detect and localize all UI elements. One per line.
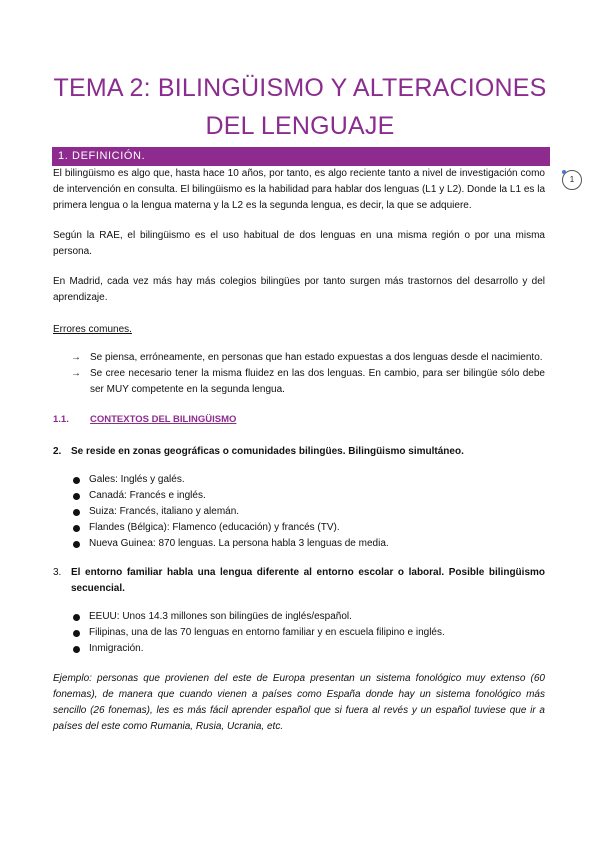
list-item [53,366,545,398]
document-title-line-1: TEMA 2: BILINGÜISMO Y ALTERACIONES [53,74,547,102]
subsection-heading [53,412,545,428]
list-item [53,504,545,520]
list-item [53,488,545,504]
context-2-heading [53,565,545,597]
arrow-icon: → [71,352,81,363]
arrow-icon: → [71,368,81,379]
bullet-icon [73,614,80,621]
context-1-heading [53,444,545,460]
context-1-list [53,472,545,552]
bullet-icon [73,541,80,548]
subsection-title: CONTEXTOS DEL BILINGÜISMO [90,414,237,425]
madrid-paragraph: En Madrid, cada vez más hay más colegios bilingües por tanto surgen más trastornos del desarrollo y del aprendizaje. [53,276,545,303]
context-2-number: 3. [53,567,62,578]
list-item-text: Gales: Inglés y galés. [89,474,185,485]
list-item [53,350,545,366]
context-1-number: 2. [53,446,62,457]
bullet-icon [73,477,80,484]
list-item-text: Suiza: Francés, italiano y alemán. [89,506,240,517]
list-item [53,520,545,536]
bullet-icon [73,509,80,516]
section-heading-definicion: 1. DEFINICIÓN. [52,147,550,166]
list-item-text: Nueva Guinea: 870 lenguas. La persona habla 3 lenguas de media. [89,538,389,549]
subsection-number: 1.1. [53,414,69,425]
context-2-list [53,609,545,657]
list-item-text: Canadá: Francés e inglés. [89,490,206,501]
rae-paragraph: Según la RAE, el bilingüismo es el uso habitual de dos lenguas en una misma región o por una misma persona. [53,230,545,257]
bullet-icon [73,525,80,532]
list-item [53,625,545,641]
error-text: Se piensa, erróneamente, en personas que han estado expuestas a dos lenguas desde el nacimiento. [90,352,543,363]
definition-paragraph: El bilingüismo es algo que, hasta hace 10 años, por tanto, es algo reciente tanto a nivel de investigación como de intervención en consulta. El bilingüismo es la habilidad para hablar dos lenguas (L1 y L2). Donde la L1 es la primera lengua o la lengua materna y la L2 es la segunda lengua, es decir, la que se adquiere. [53,168,545,211]
example-paragraph: Ejemplo: personas que provienen del este de Europa presentan un sistema fonológico muy extenso (60 fonemas), de manera que cuando vienen a países como España donde hay un sistema fonológico más sencillo (26 fonemas), les es más fácil aprender español que si fuera al revés y un español tuviese que ir a países del este como Rumania, Rusia, Ucrania, etc. [53,673,545,732]
list-item-text: EEUU: Unos 14.3 millones son bilingües de inglés/español. [89,611,352,622]
list-item [53,609,545,625]
list-item [53,536,545,552]
list-item-text: Inmigración. [89,643,144,654]
context-2-title: El entorno familiar habla una lengua diferente al entorno escolar o laboral. Posible bilingüismo secuencial. [71,567,545,594]
document-title-line-2: DEL LENGUAJE [205,112,395,140]
bullet-icon [73,630,80,637]
error-text: Se cree necesario tener la misma fluidez en las dos lenguas. En cambio, para ser bilingüe sólo debe ser MUY competente en la segunda lengua. [90,368,545,395]
list-item-text: Filipinas, una de las 70 lenguas en entorno familiar y en escuela filipino e inglés. [89,627,445,638]
errors-title: Errores comunes. [53,324,132,335]
errors-list [53,350,545,398]
context-1-title: Se reside en zonas geográficas o comunidades bilingües. Bilingüismo simultáneo. [71,446,464,457]
document-body [53,166,545,735]
bullet-icon [73,493,80,500]
list-item [53,472,545,488]
bullet-icon [73,646,80,653]
list-item-text: Flandes (Bélgica): Flamenco (educación) y francés (TV). [89,522,340,533]
comment-badge[interactable]: 1 [562,170,582,190]
list-item [53,641,545,657]
